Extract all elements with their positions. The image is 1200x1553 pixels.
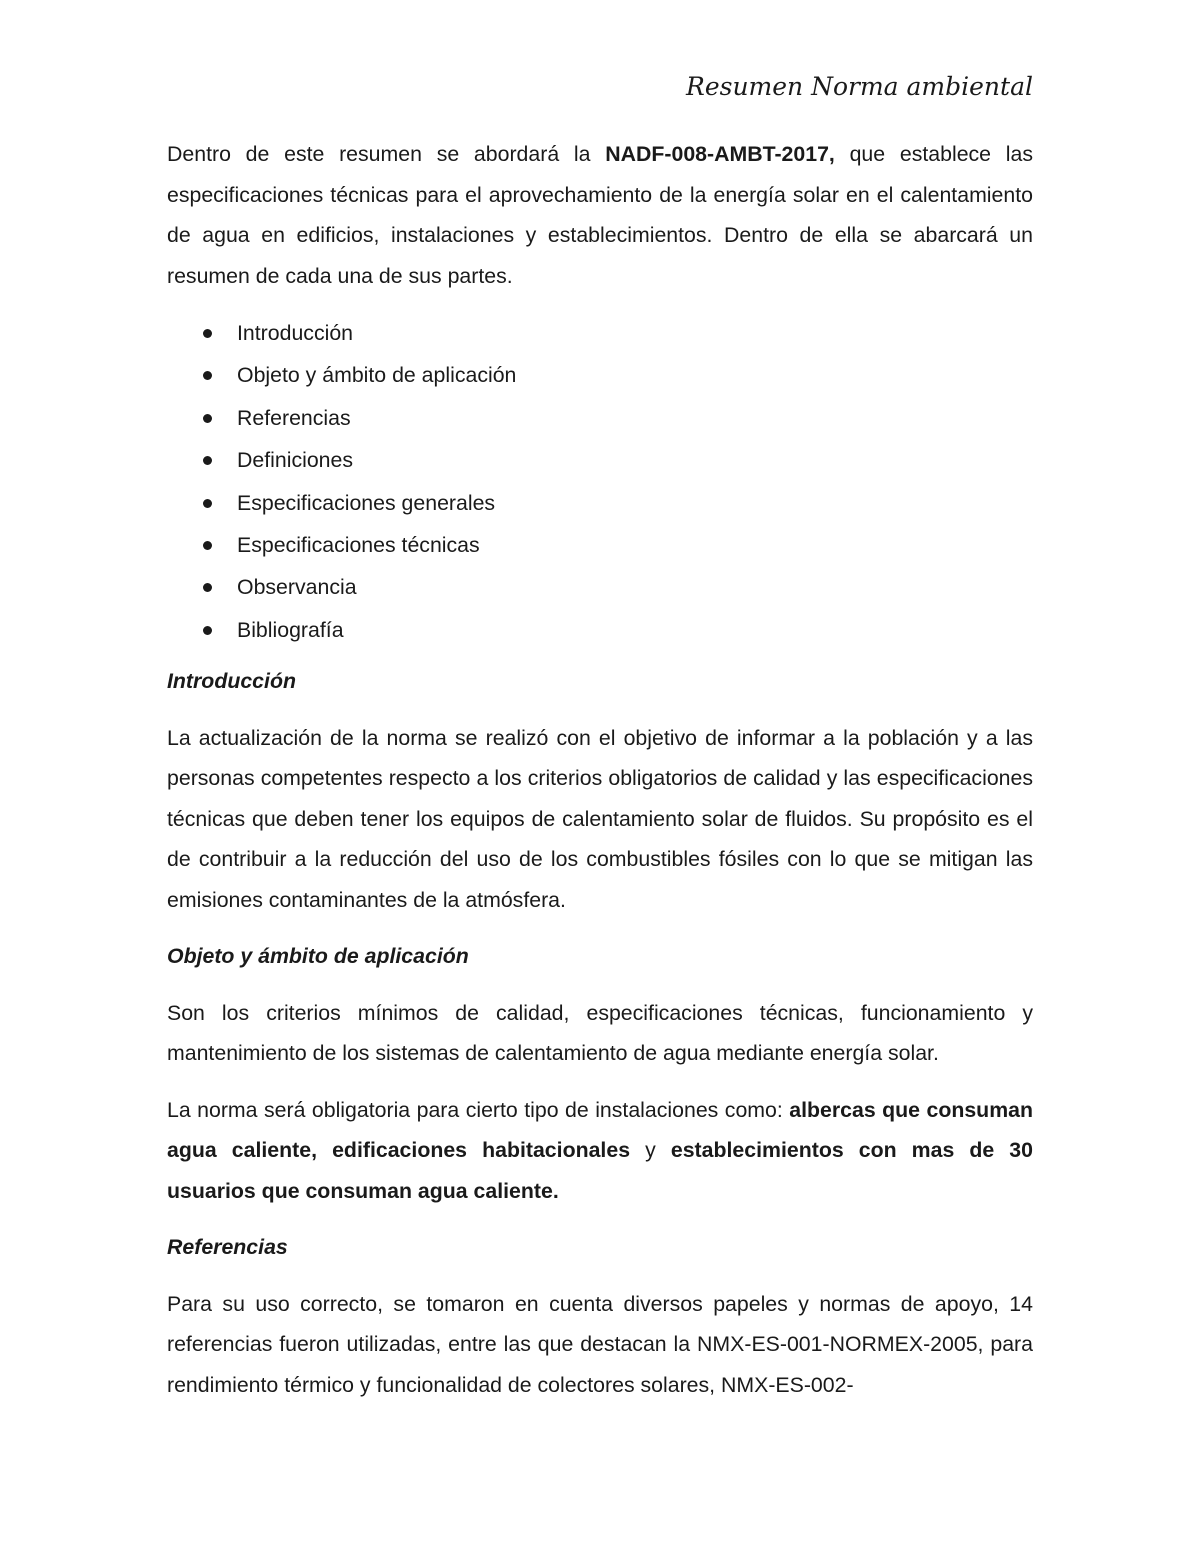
norm-code: NADF-008-AMBT-2017, [605, 142, 835, 166]
bullet-icon [203, 329, 212, 338]
section-heading-referencias: Referencias [167, 1235, 288, 1260]
list-item [167, 482, 1033, 524]
list-item-label: Definiciones [237, 448, 354, 473]
bullet-icon [203, 414, 212, 423]
contents-list [167, 312, 1033, 651]
objeto-paragraph-2 [167, 1090, 1033, 1212]
list-item-label: Referencias [237, 405, 351, 430]
referencias-paragraph: Para su uso correcto, se tomaron en cuenta diversos papeles y normas de apoyo, 14 referencias fueron utilizadas, entre las que destacan la NMX-ES-001-NORMEX-2005, para rendimiento térmico y funcionalidad de colectores solares, NMX-ES-002- [167, 1291, 1033, 1397]
bullet-icon [203, 456, 212, 465]
list-item-label: Especificaciones técnicas [237, 532, 480, 557]
list-item [167, 524, 1033, 566]
list-item [167, 566, 1033, 608]
list-item [167, 354, 1033, 396]
bullet-icon [203, 626, 212, 635]
section-heading-objeto: Objeto y ámbito de aplicación [167, 944, 469, 969]
list-item-label: Observancia [237, 575, 357, 600]
bullet-icon [203, 583, 212, 592]
document-title: Resumen Norma ambiental [686, 72, 1033, 101]
objeto-text-pre: La norma será obligatoria para cierto tipo de instalaciones como: [167, 1097, 790, 1122]
intro-text-post: que establece las especificaciones técnicas para el aprovechamiento de la energía solar en el calentamiento de agua en edificios, instalaciones y establecimientos. Dentro de ella se abarcará un resumen de cada una de sus partes. [167, 142, 1033, 288]
document-body [167, 134, 1033, 1405]
section-heading-introduccion: Introducción [167, 669, 296, 694]
objeto-text-mid: y [630, 1138, 671, 1163]
objeto-bold-2: establecimientos con mas de 30 usuarios que consuman agua caliente. [167, 1138, 1033, 1203]
list-item [167, 397, 1033, 439]
bullet-icon [203, 499, 212, 508]
intro-text-pre: Dentro de este resumen se abordará la [167, 142, 606, 166]
list-item-label: Especificaciones generales [237, 490, 496, 515]
list-item [167, 312, 1033, 354]
list-item-label: Bibliografía [237, 617, 344, 642]
list-item-label: Introducción [237, 321, 354, 345]
bullet-icon [203, 541, 212, 550]
list-item [167, 609, 1033, 651]
list-item-label: Objeto y ámbito de aplicación [237, 363, 517, 388]
objeto-bold-1: albercas que consuman agua caliente, edificaciones habitacionales [167, 1097, 1033, 1163]
introduccion-paragraph: La actualización de la norma se realizó con el objetivo de informar a la población y a las personas competentes respecto a los criterios obligatorios de calidad y las especificaciones técnicas que deben tener los equipos de calentamiento solar de fluidos. Su propósito es el de contribuir a la reducción del uso de los combustibles fósiles con lo que se mitigan las emisiones contaminantes de la atmósfera. [167, 725, 1033, 912]
intro-paragraph [167, 134, 1033, 296]
bullet-icon [203, 371, 212, 380]
list-item [167, 439, 1033, 481]
objeto-paragraph-1: Son los criterios mínimos de calidad, especificaciones técnicas, funcionamiento y mantenimiento de los sistemas de calentamiento de agua mediante energía solar. [167, 1000, 1033, 1066]
